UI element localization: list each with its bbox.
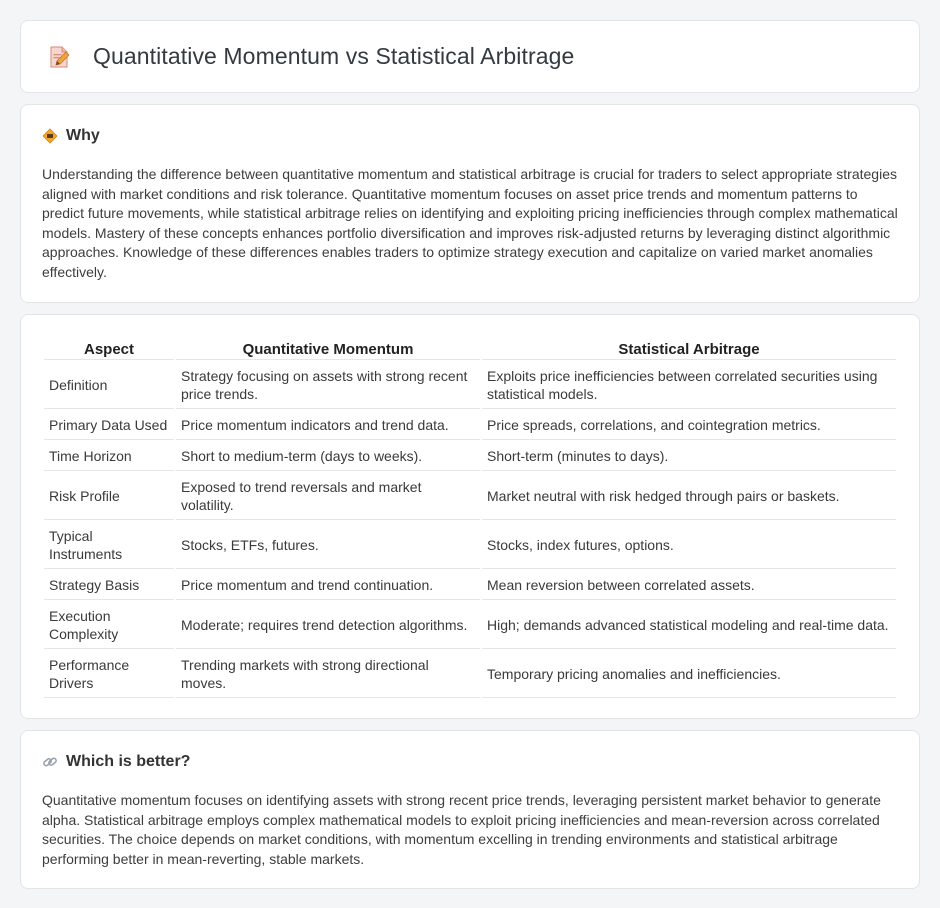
cell-arbitrage: Stocks, index futures, options. [482, 522, 896, 569]
cell-arbitrage: Temporary pricing anomalies and inefficiencies. [482, 651, 896, 698]
cell-aspect: Strategy Basis [44, 571, 174, 600]
cell-momentum: Price momentum and trend continuation. [176, 571, 480, 600]
cell-arbitrage: Short-term (minutes to days). [482, 442, 896, 471]
cell-momentum: Stocks, ETFs, futures. [176, 522, 480, 569]
cell-arbitrage: Mean reversion between correlated assets. [482, 571, 896, 600]
cell-arbitrage: Market neutral with risk hedged through pairs or baskets. [482, 473, 896, 520]
header-card [20, 20, 920, 93]
cell-momentum: Short to medium-term (days to weeks). [176, 442, 480, 471]
cell-aspect: Typical Instruments [44, 522, 174, 569]
page-title: Quantitative Momentum vs Statistical Arbitrage [93, 43, 575, 69]
table-row [44, 362, 896, 409]
header-arbitrage: Statistical Arbitrage [482, 339, 896, 360]
table-row [44, 411, 896, 440]
cell-momentum: Moderate; requires trend detection algorithms. [176, 602, 480, 649]
comparison-card [20, 314, 920, 719]
cell-aspect: Time Horizon [44, 442, 174, 471]
table-row [44, 571, 896, 600]
cell-momentum: Price momentum indicators and trend data. [176, 411, 480, 440]
table-row [44, 473, 896, 520]
cell-aspect: Performance Drivers [44, 651, 174, 698]
table-row [44, 522, 896, 569]
cell-arbitrage: High; demands advanced statistical modeling and real-time data. [482, 602, 896, 649]
cell-arbitrage: Exploits price inefficiencies between correlated securities using statistical models. [482, 362, 896, 409]
link-icon [42, 754, 58, 770]
why-section [20, 104, 920, 303]
better-section [20, 730, 920, 889]
document-pencil-icon [47, 45, 71, 69]
cell-momentum: Trending markets with strong directional moves. [176, 651, 480, 698]
table-row [44, 602, 896, 649]
cell-aspect: Risk Profile [44, 473, 174, 520]
why-text: Understanding the difference between quantitative momentum and statistical arbitrage is crucial for traders to select appropriate strategies aligned with market conditions and risk tolerance. Quantitative momentum focuses on asset price trends and momentum patterns to predict future movements, while statistical arbitrage relies on identifying and exploiting pricing inefficiencies through complex mathematical models. Mastery of these concepts enhances portfolio diversification and improves risk-adjusted returns by leveraging distinct algorithmic approaches. Knowledge of these differences enables traders to optimize strategy execution and capitalize on varied market anomalies effectively. [42, 166, 898, 280]
cell-aspect: Primary Data Used [44, 411, 174, 440]
table-row [44, 651, 896, 698]
cell-momentum: Exposed to trend reversals and market volatility. [176, 473, 480, 520]
table-row [44, 442, 896, 471]
cell-arbitrage: Price spreads, correlations, and cointegration metrics. [482, 411, 896, 440]
header-aspect: Aspect [44, 339, 174, 360]
cell-aspect: Execution Complexity [44, 602, 174, 649]
comparison-table [42, 337, 898, 700]
better-text: Quantitative momentum focuses on identifying assets with strong recent price trends, leveraging persistent market behavior to generate alpha. Statistical arbitrage employs complex mathematical models to exploit pricing inefficiencies and mean-reversion across correlated securities. The choice depends on market conditions, with momentum excelling in trending environments and statistical arbitrage performing better in mean-reverting, stable markets. [42, 792, 881, 867]
cell-aspect: Definition [44, 362, 174, 409]
better-title: Which is better? [66, 753, 191, 770]
cell-momentum: Strategy focusing on assets with strong recent price trends. [176, 362, 480, 409]
header-momentum: Quantitative Momentum [176, 339, 480, 360]
diamond-sign-icon [42, 128, 58, 144]
why-title: Why [66, 127, 100, 144]
